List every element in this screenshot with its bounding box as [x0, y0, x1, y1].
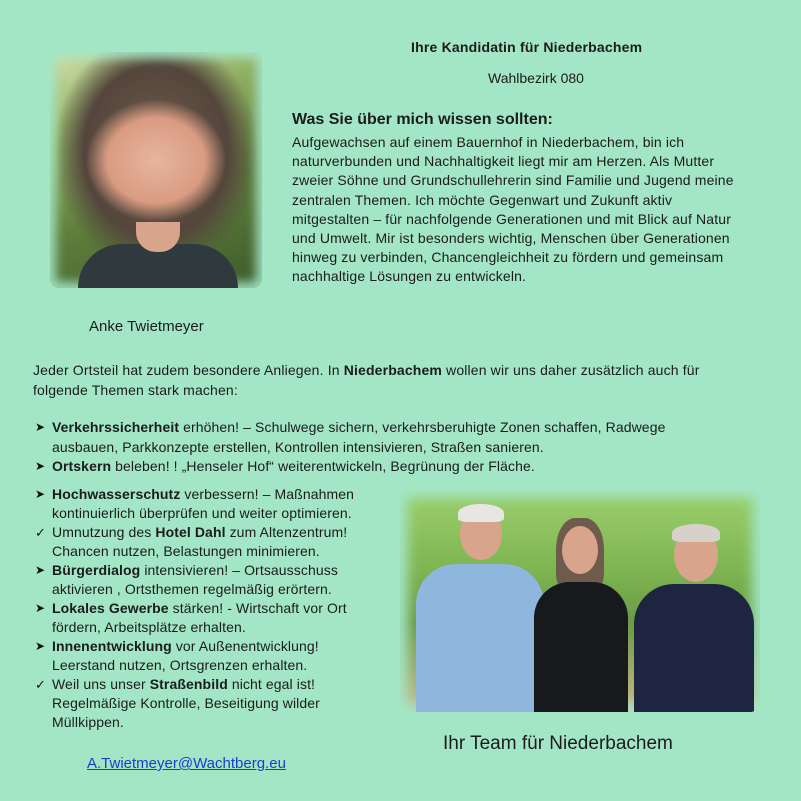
arrowhead-bullet-icon: ➤	[35, 601, 46, 615]
list-item: ➤ Bürgerdialog intensivieren! – Ortsausschuss aktivieren , Ortsthemen regelmäßig erörtern.	[35, 562, 338, 597]
candidate-name: Anke Twietmeyer	[89, 318, 204, 335]
list-item: ➤ Verkehrssicherheit erhöhen! – Schulwege sichern, verkehrsberuhigte Zonen schaffen, Radwege ausbauen, Parkkonzepte erstellen, Kontrollen intensivieren, Straßen sanieren.	[35, 418, 775, 457]
intro-line: nachhaltige Lösungen zu entwickeln.	[292, 268, 527, 285]
list-item: ➤ Ortskern beleben! ! „Henseler Hof“ weiterentwickeln, Begrünung der Fläche.	[35, 457, 775, 477]
lead-place-name: Niederbachem	[343, 362, 443, 378]
arrowhead-bullet-icon: ➤	[35, 459, 46, 473]
intro-line: zweier Söhne und Grundschullehrerin sind Familie und Jugend meine	[292, 172, 734, 189]
list-item: ➤ Innenentwicklung vor Außenentwicklung! Leerstand nutzen, Ortsgrenzen erhalten.	[35, 638, 319, 673]
arrowhead-bullet-icon: ➤	[35, 487, 46, 501]
intro-line: Aufgewachsen auf einem Bauernhof in Niederbachem, bin ich	[292, 134, 685, 150]
lead-line: Jeder Ortsteil hat zudem besondere Anliegen. In Niederbachem wollen wir uns daher zusätzlich auch für	[33, 362, 700, 378]
intro-line: naturverbunden und Nachhaltigkeit liegt mir am Herzen. Als Mutter	[292, 153, 715, 170]
intro-line: zentralen Themen. Ich möchte Gegenwart und Zukunft aktiv	[292, 191, 673, 208]
list-item: ✓ Weil uns unser Straßenbild nicht egal ist! Regelmäßige Kontrolle, Beseitigung wilder Müllkippen.	[35, 676, 320, 730]
arrowhead-bullet-icon: ➤	[35, 563, 46, 577]
checkmark-bullet-icon: ✓	[35, 677, 46, 692]
topic-list-bottom	[35, 485, 395, 732]
intro-line: mitgestalten – für nachfolgende Generationen und mit Blick auf Natur	[292, 210, 732, 227]
team-member-right	[628, 524, 758, 712]
team-caption: Ihr Team für Niederbachem	[443, 733, 673, 754]
list-item: ➤ Hochwasserschutz verbessern! – Maßnahmen kontinuierlich überprüfen und weiter optimieren.	[35, 486, 355, 521]
lead-paragraph	[33, 361, 773, 400]
checkmark-bullet-icon: ✓	[35, 525, 46, 540]
topic-list-top	[35, 418, 775, 477]
intro-line: und Umwelt. Mir ist besonders wichtig, Menschen über Generationen	[292, 230, 730, 247]
flyer-title: Ihre Kandidatin für Niederbachem	[411, 39, 643, 55]
intro-line: hinweg zu verbinden, Chancengleichheit zu fördern und gemeinsam	[292, 249, 724, 266]
team-photo	[400, 490, 760, 712]
district-label: Wahlbezirk 080	[488, 70, 584, 86]
lead-line: folgende Themen stark machen:	[33, 381, 238, 398]
list-item: ✓ Umnutzung des Hotel Dahl zum Altenzentrum! Chancen nutzen, Belastungen minimieren.	[35, 524, 348, 559]
intro-body	[292, 133, 782, 287]
team-member-center	[520, 518, 638, 712]
email-link[interactable]: A.Twietmeyer@Wachtberg.eu	[87, 755, 286, 772]
intro-heading: Was Sie über mich wissen sollten:	[292, 111, 553, 128]
candidate-portrait	[50, 52, 262, 288]
list-item: ➤ Lokales Gewerbe stärken! - Wirtschaft vor Ort fördern, Arbeitsplätze erhalten.	[35, 600, 347, 635]
arrowhead-bullet-icon: ➤	[35, 639, 46, 653]
arrowhead-bullet-icon: ➤	[35, 420, 46, 434]
